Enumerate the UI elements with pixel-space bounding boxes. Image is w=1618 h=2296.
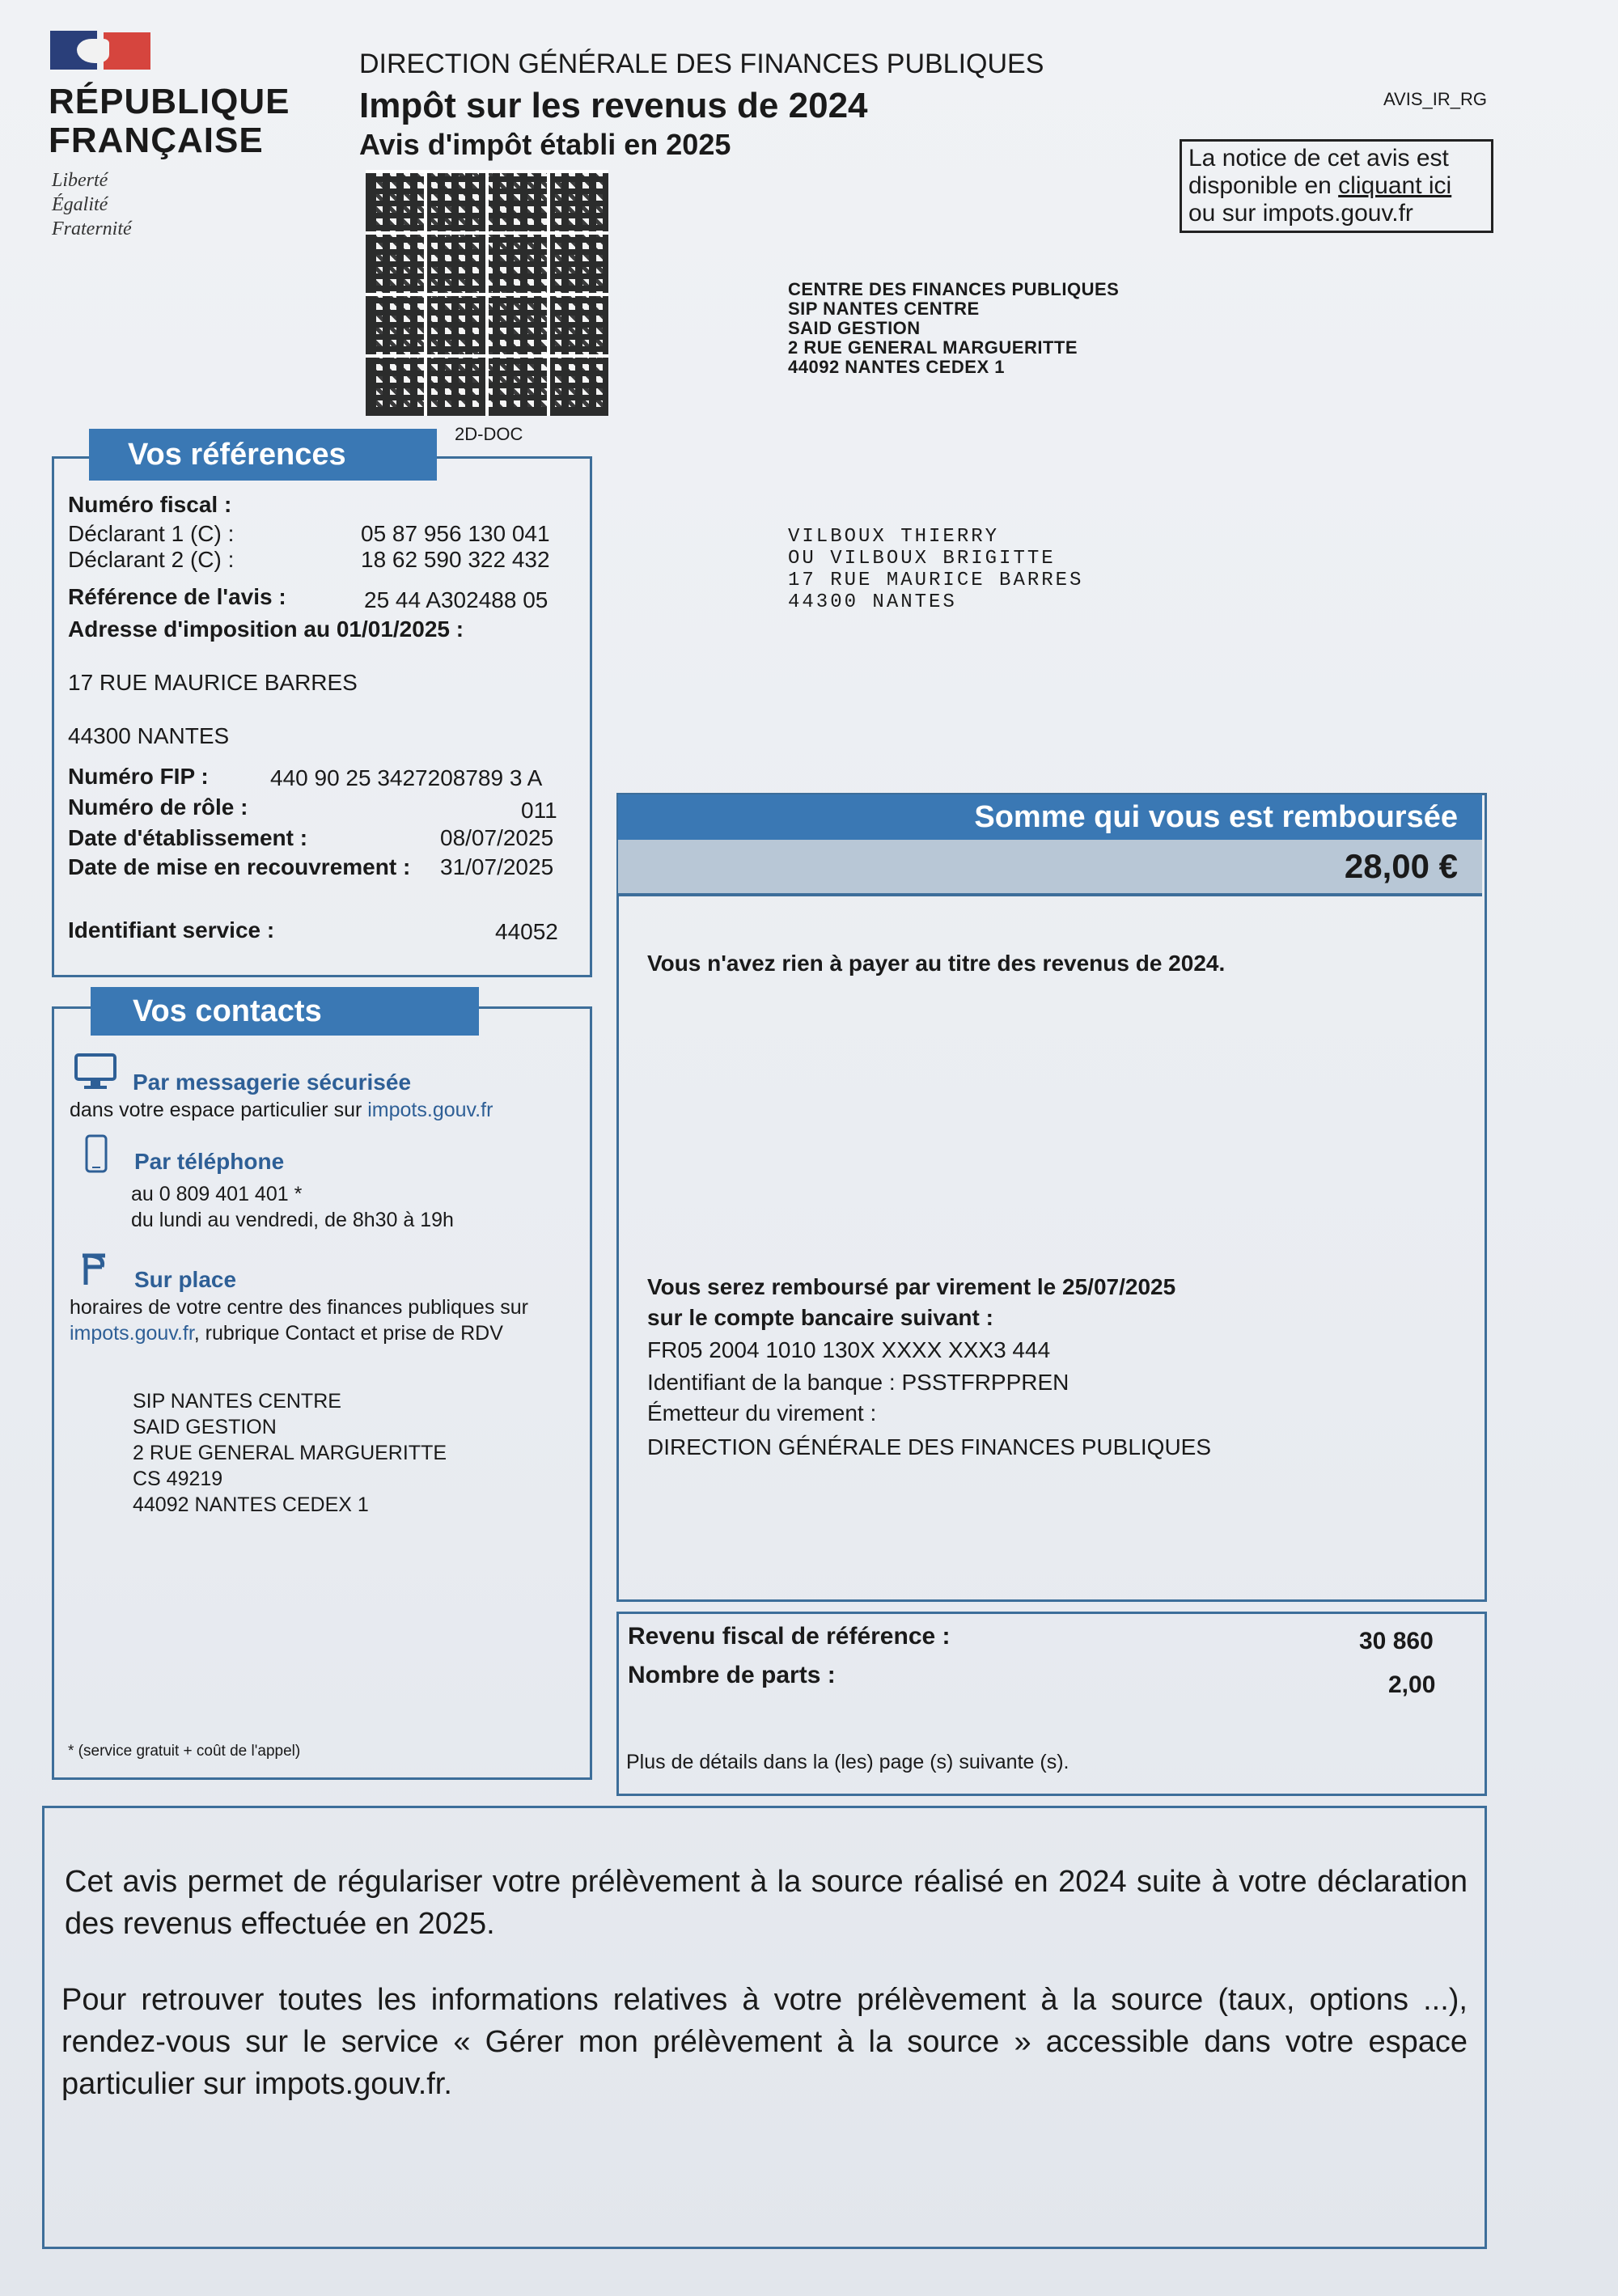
notice-box [1180, 139, 1493, 233]
adresse-line-2: 44300 NANTES [68, 723, 230, 748]
declarant-2-label: Déclarant 2 (C) : [68, 547, 235, 572]
contact-address-line-1: SIP NANTES CENTRE [133, 1390, 341, 1413]
sender-line-2: SIP NANTES CENTRE [788, 299, 980, 319]
republique-line-1: RÉPUBLIQUE [49, 82, 290, 121]
refund-divider [618, 893, 1482, 896]
fip-value: 440 90 25 3427208789 3 A [270, 765, 543, 790]
parts-value: 2,00 [1388, 1671, 1436, 1698]
refund-box [616, 793, 1487, 1602]
place-link[interactable]: impots.gouv.fr [70, 1322, 194, 1345]
declarant-1-value: 05 87 956 130 041 [361, 521, 550, 546]
recipient-address [788, 526, 1083, 613]
messagerie-title: Par messagerie sécurisée [133, 1070, 412, 1095]
emetteur-label: Émetteur du virement : [647, 1400, 877, 1425]
messagerie-description: dans votre espace particulier sur [70, 1099, 362, 1121]
refund-header: Somme qui vous est remboursée [618, 794, 1482, 840]
sender-line-4: 2 RUE GENERAL MARGUERITTE [788, 337, 1078, 358]
iban-value: FR05 2004 1010 130X XXXX XXX3 444 [647, 1337, 1051, 1362]
devise-fraternite: Fraternité [52, 218, 132, 239]
telephone-title: Par téléphone [134, 1149, 285, 1174]
nothing-to-pay-text: Vous n'avez rien à payer au titre des revenus de 2024. [647, 951, 1226, 976]
notice-link[interactable]: cliquant ici [1338, 172, 1452, 199]
service-label: Identifiant service : [68, 917, 275, 943]
bottom-paragraph-1: Cet avis permet de régulariser votre prélèvement à la source réalisé en 2024 suite à votre déclaration des revenus effectuée en 2025. [65, 1865, 1468, 1941]
declarant-2-value: 18 62 590 322 432 [361, 547, 550, 572]
devise-egalite: Égalité [52, 194, 108, 215]
sender-address [788, 280, 1119, 377]
role-value: 011 [521, 798, 557, 823]
recipient-line-2: OU VILBOUX BRIGITTE [788, 548, 1056, 570]
recipient-line-1: VILBOUX THIERRY [788, 526, 1000, 548]
notice-line-2-text: disponible en [1188, 172, 1332, 199]
messagerie-link[interactable]: impots.gouv.fr [367, 1099, 493, 1121]
building-icon [78, 1252, 110, 1288]
recouvrement-value: 31/07/2025 [440, 854, 554, 879]
2d-doc-barcode-grid [366, 170, 608, 416]
document-code: AVIS_IR_RG [1383, 89, 1487, 109]
contact-address [133, 1388, 447, 1518]
flag-red-icon [104, 32, 150, 70]
virement-line-1: Vous serez remboursé par virement le 25/07/2025 [647, 1274, 1176, 1299]
fip-label: Numéro FIP : [68, 764, 209, 789]
sender-line-1: CENTRE DES FINANCES PUBLIQUES [788, 279, 1120, 299]
emetteur-value: DIRECTION GÉNÉRALE DES FINANCES PUBLIQUES [647, 1434, 1212, 1459]
place-title: Sur place [134, 1267, 237, 1292]
bank-identifier: Identifiant de la banque : PSSTFRPPREN [647, 1370, 1069, 1395]
devise-liberte: Liberté [52, 170, 108, 191]
marianne-icon [77, 39, 109, 63]
service-value: 44052 [495, 919, 558, 944]
place-description: horaires de votre centre des finances publiques sur [70, 1296, 528, 1319]
notice-line-3: ou sur impots.gouv.fr [1188, 200, 1413, 227]
parts-label: Nombre de parts : [628, 1662, 836, 1688]
rfr-label: Revenu fiscal de référence : [628, 1623, 951, 1650]
notice-line-2 [1188, 172, 1485, 200]
adresse-imposition-label: Adresse d'imposition au 01/01/2025 : [68, 616, 464, 642]
contact-address-line-3: 2 RUE GENERAL MARGUERITTE [133, 1442, 447, 1464]
recouvrement-label: Date de mise en recouvrement : [68, 854, 411, 879]
ref-avis-value: 25 44 A302488 05 [364, 587, 549, 612]
sender-line-5: 44092 NANTES CEDEX 1 [788, 357, 1005, 377]
contact-address-line-4: CS 49219 [133, 1468, 223, 1490]
monitor-icon [74, 1053, 116, 1091]
telephone-number[interactable]: au 0 809 401 401 * [131, 1183, 303, 1205]
notice-line-1: La notice de cet avis est [1188, 145, 1449, 172]
messagerie-text [70, 1097, 493, 1123]
references-header: Vos références [89, 429, 437, 481]
ref-avis-label: Référence de l'avis : [68, 584, 286, 609]
refund-amount: 28,00 € [618, 840, 1482, 893]
rfr-value: 30 860 [1359, 1628, 1434, 1654]
telephone-hours: du lundi au vendredi, de 8h30 à 19h [131, 1209, 454, 1231]
page-subtitle: Avis d'impôt établi en 2025 [359, 128, 731, 161]
page-title: Impôt sur les revenus de 2024 [359, 86, 868, 125]
contact-address-line-2: SAID GESTION [133, 1416, 277, 1438]
contacts-footnote: * (service gratuit + coût de l'appel) [68, 1743, 301, 1760]
contact-address-line-5: 44092 NANTES CEDEX 1 [133, 1493, 369, 1516]
etablissement-value: 08/07/2025 [440, 825, 554, 850]
republique-line-2: FRANÇAISE [49, 121, 264, 160]
place-description-2: , rubrique Contact et prise de RDV [193, 1322, 503, 1345]
direction-title: DIRECTION GÉNÉRALE DES FINANCES PUBLIQUES [359, 49, 1044, 79]
place-text [70, 1294, 587, 1346]
numero-fiscal-label: Numéro fiscal : [68, 492, 232, 517]
recipient-line-4: 44300 NANTES [788, 591, 957, 613]
role-label: Numéro de rôle : [68, 794, 248, 820]
2d-doc-caption: 2D-DOC [455, 424, 523, 444]
adresse-line-1: 17 RUE MAURICE BARRES [68, 670, 358, 695]
contacts-header: Vos contacts [91, 987, 479, 1036]
bottom-paragraph-2: Pour retrouver toutes les informations relatives à votre prélèvement à la source (taux, options ...), rendez-vous sur le service « Gérer mon prélèvement à la source » accessible dans votre espace particulier sur impots.gouv.fr. [61, 1983, 1468, 2101]
phone-icon [84, 1134, 108, 1173]
recipient-line-3: 17 RUE MAURICE BARRES [788, 570, 1084, 591]
virement-line-2: sur le compte bancaire suivant : [647, 1305, 993, 1330]
details-note: Plus de détails dans la (les) page (s) suivante (s). [626, 1751, 1069, 1773]
etablissement-label: Date d'établissement : [68, 825, 308, 850]
declarant-1-label: Déclarant 1 (C) : [68, 521, 235, 546]
sender-line-3: SAID GESTION [788, 318, 921, 338]
